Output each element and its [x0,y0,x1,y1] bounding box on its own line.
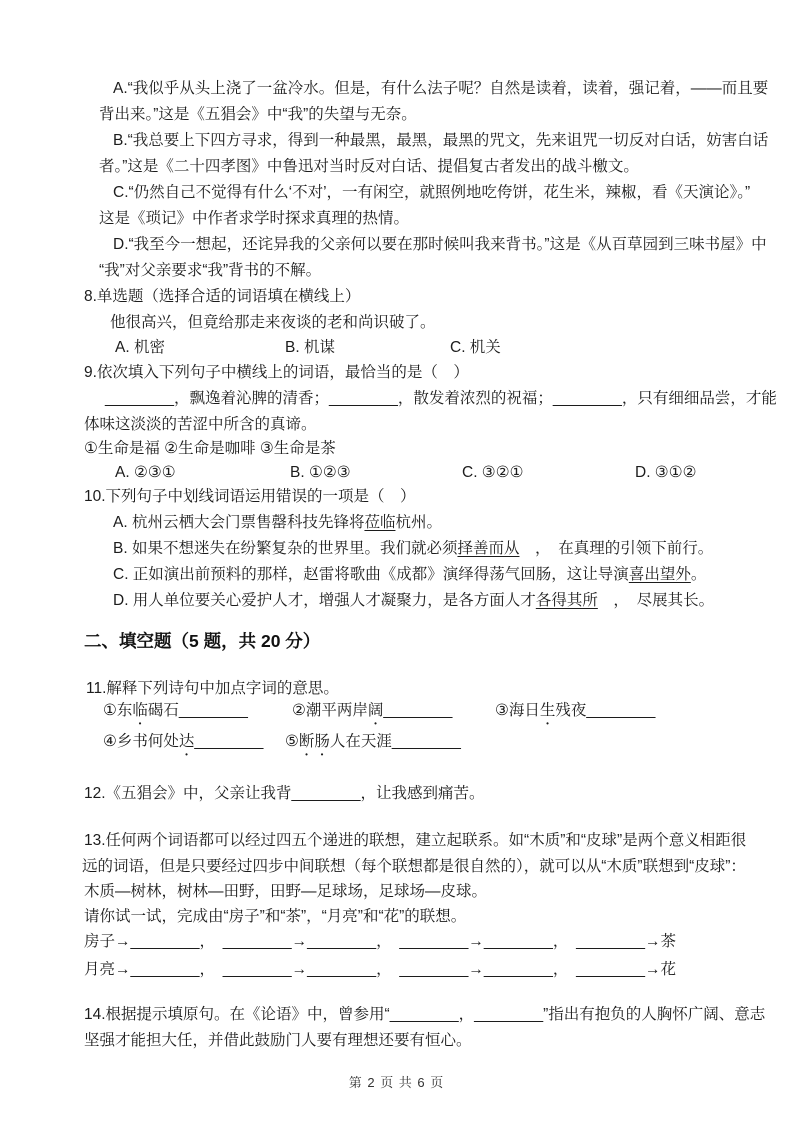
option-d-text-after: ， 尽展其长。 [597,592,715,609]
question-13-line1: 13.任何两个词语都可以经过四五个递进的联想，建立起联系。如“木质”和“皮球”是两个意义相距很 [84,832,747,849]
item-1-dotted-char: 临 [132,702,148,719]
section-2-title: 二、填空题（5 题，共 20 分） [84,631,321,651]
question-9-option-d: D. ③①② [635,464,697,481]
option-b-underlined-word: 择善而从 [457,540,520,557]
question-14-line2: 坚强才能担大任，并借此鼓励门人要有理想还要有恒心。 [84,1032,472,1049]
question-9-sentence-line2: 体味这淡淡的苦涩中所含的真谛。 [84,416,317,433]
option-a-text-after: 杭州。 [395,514,442,531]
prev-option-d-line1: D.“我至今一想起，还诧异我的父亲何以要在那时候叫我来背书。”这是《从百草园到三味书屋》中 [113,236,767,253]
option-a-underlined-word: 莅临 [364,514,396,531]
item-5-blank: 人在天涯________ [329,733,461,750]
prev-option-b-line1: B.“我总要上下四方寻求，得到一种最黑，最黑，最黑的咒文，先来诅咒一切反对白话，妨害白话 [113,132,769,149]
question-13-line4: 请你试一试，完成由“房子”和“茶”，“月亮”和“花”的联想。 [84,908,467,925]
question-14-line1: 14.根据提示填原句。在《论语》中，曾参用“________，________”指出有抱负的人胸怀广阔、意志 [84,1006,766,1023]
page-number-footer: 第 2 页 共 6 页 [348,1075,445,1090]
question-8-option-a: A. 机密 [115,339,165,356]
question-8-option-c: C. 机关 [450,339,501,356]
question-11-item-4 [103,731,263,759]
prev-option-b-line2: 者。”这是《二十四孝图》中鲁迅对当时反对白话、提倡复古者发出的战斗檄文。 [99,158,639,175]
question-10-option-c [113,564,706,586]
prev-option-c-line1: C.“仍然自己不觉得有什么‘不对’，一有闲空，就照例地吃侉饼，花生米，辣椒，看《天演论》。” [113,184,751,201]
question-9-option-b: B. ①②③ [290,464,351,481]
prev-option-c-line2: 这是《琐记》中作者求学时探求真理的热情。 [99,210,410,227]
item-4-blank: ________ [194,733,264,750]
question-11-item-2 [292,700,452,728]
item-2-blank: ________ [383,702,453,719]
option-c-text: C. 正如演出前预料的那样，赵雷将歌曲《成都》演绎得荡气回肠，这让导演 [113,566,629,583]
prev-option-a-line2: 背出来。”这是《五猖会》中“我”的失望与无奈。 [99,106,417,123]
question-8-option-b: B. 机谋 [285,339,335,356]
question-10-stem: 10.下列句子中划线词语运用错误的一项是（ ） [84,488,416,505]
question-13-line3: 木质—树林，树林—田野，田野—足球场，足球场—皮球。 [84,883,488,900]
option-c-underlined-word: 喜出望外 [628,566,691,583]
item-3-blank: 残夜________ [555,702,656,719]
item-5-text: ⑤ [285,733,299,750]
question-10-option-a [113,512,442,534]
question-12-text: 12.《五猖会》中，父亲让我背________，让我感到痛苦。 [84,785,485,802]
question-10-option-b [113,538,713,560]
prev-option-d-line2: “我”对父亲要求“我”背书的不解。 [99,262,322,279]
question-11-item-1 [103,700,248,728]
option-b-text-after: ， 在真理的引领下前行。 [519,540,714,557]
item-4-dotted-char: 达 [178,733,195,750]
question-13-line2: 远的词语，但是只要经过四步中间联想（每个联想都是很自然的），就可以从“木质”联想到“皮球”： [82,858,746,875]
option-c-text-after: 。 [690,566,707,583]
prev-option-a-line1: A.“我似乎从头上浇了一盆冷水。但是，有什么法子呢？自然是读着，读着，强记着，——而且要 [113,80,769,97]
question-10-option-d [113,590,714,612]
option-d-underlined-word: 各得其所 [535,592,598,609]
item-3-dotted-char: 生 [539,702,556,719]
question-9-option-c: C. ③②① [462,464,524,481]
question-8-sentence: 他很高兴，但竟给那走来夜谈的老和尚识破了。 [110,314,436,331]
option-d-text: D. 用人单位要关心爱护人才，增强人才凝聚力，是各方面人才 [113,592,536,609]
question-9-items: ①生命是福 ②生命是咖啡 ③生命是茶 [84,440,336,457]
option-b-text: B. 如果不想迷失在纷繁复杂的世界里。我们就必须 [113,540,458,557]
question-9-option-a: A. ②③① [115,464,176,481]
item-2-dotted-char: 阔 [367,702,384,719]
question-13-association-house-tea: 房子→________， ________→________， ________→________， ________→茶 [84,933,677,950]
question-9-sentence-line1: ________，飘逸着沁脾的清香；________，散发着浓烈的祝福；________，只有细细品尝，才能 [105,390,777,407]
item-1-text: ①东 [103,702,133,719]
question-9-stem: 9.依次填入下列句子中横线上的词语，最恰当的是（ ） [84,364,469,381]
item-1-blank: 碣石________ [147,702,248,719]
question-11-item-3 [495,700,655,728]
item-4-text: ④乡书何处 [103,733,179,750]
item-2-text: ②潮平两岸 [292,702,368,719]
option-a-text: A. 杭州云栖大会门票售罄科技先锋将 [113,514,365,531]
question-11-item-5 [285,731,461,759]
item-3-text: ③海日 [495,702,540,719]
question-8-stem: 8.单选题（选择合适的词语填在横线上） [84,288,361,305]
question-11-stem: 11.解释下列诗句中加点字词的意思。 [86,680,339,697]
item-5-dotted-chars: 断肠 [298,733,330,750]
question-13-association-moon-flower: 月亮→________， ________→________， ________→________， ________→花 [84,961,677,978]
